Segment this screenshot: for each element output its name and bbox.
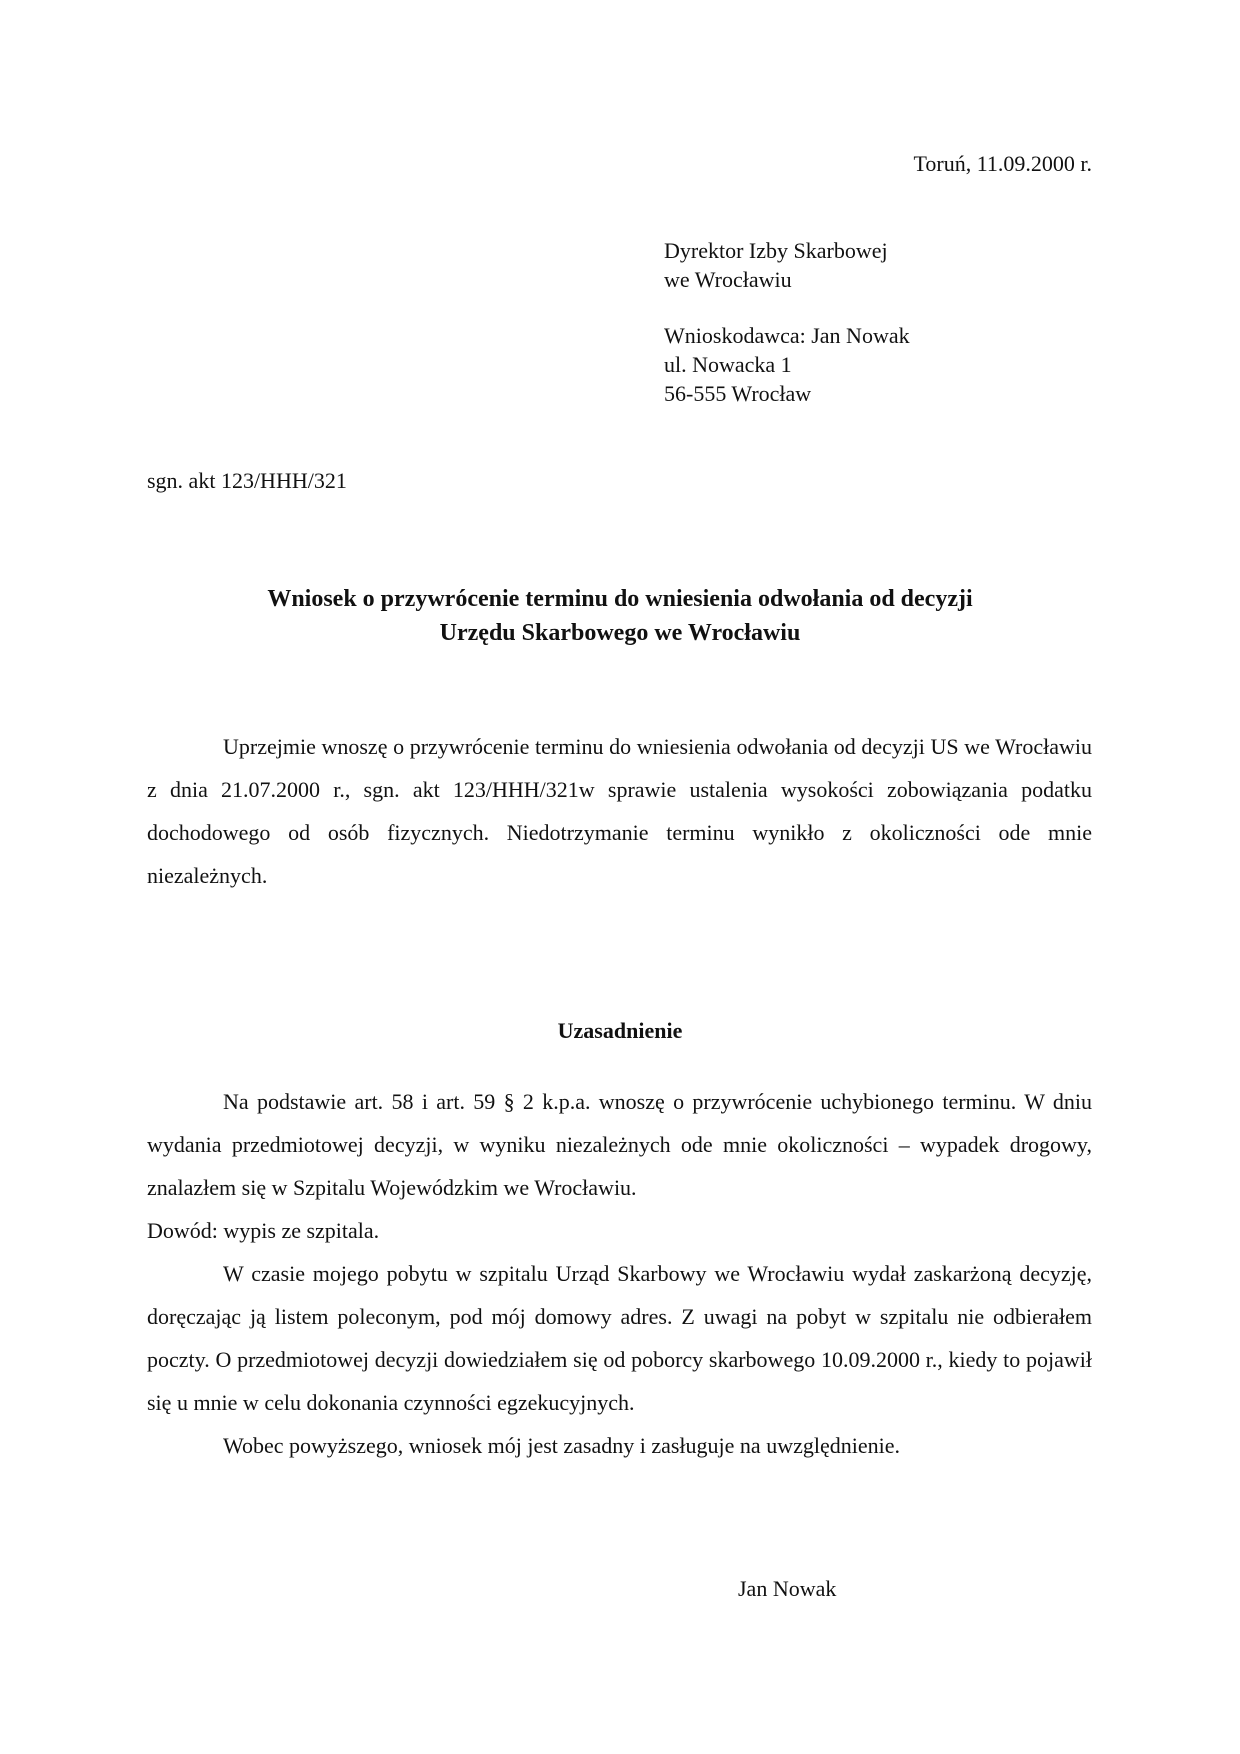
justification-paragraph: Na podstawie art. 58 i art. 59 § 2 k.p.a. wnoszę o przywrócenie uchybionego terminu. W dniu wydania przedmiotowej decyzji, w wyniku niezależnych ode mnie okoliczności – wypadek drogowy, znalazłem się w Szpitalu Wojewódzkim we Wrocławiu. — [147, 1089, 1092, 1200]
justification-heading: Uzasadnienie — [557, 1018, 683, 1043]
request-section — [147, 725, 1092, 897]
addressee-block — [664, 236, 888, 294]
document-title-line: Urzędu Skarbowego we Wrocławiu — [439, 620, 801, 646]
applicant-line: Wnioskodawca: Jan Nowak — [664, 323, 910, 348]
addressee-line: Dyrektor Izby Skarbowej — [664, 238, 888, 263]
justification-section — [147, 1080, 1092, 1467]
applicant-block — [664, 321, 910, 408]
addressee-line: we Wrocławiu — [664, 267, 792, 292]
evidence-line: Dowód: wypis ze szpitala. — [147, 1218, 380, 1243]
conclusion-paragraph: Wobec powyższego, wniosek mój jest zasadny i zasługuje na uwzględnienie. — [223, 1433, 900, 1458]
document-title-line: Wniosek o przywrócenie terminu do wniesienia odwołania od decyzji — [267, 586, 973, 612]
place-date: Toruń, 11.09.2000 r. — [913, 151, 1092, 176]
applicant-line: 56-555 Wrocław — [664, 381, 812, 406]
case-reference: sgn. akt 123/HHH/321 — [147, 468, 347, 493]
justification-paragraph: W czasie mojego pobytu w szpitalu Urząd Skarbowy we Wrocławiu wydał zaskarżoną decyzję, doręczając ją listem poleconym, pod mój domowy adres. Z uwagi na pobyt w szpitalu nie odbierałem poczty. O przedmiotowej decyzji dowiedziałem się od poborcy skarbowego 10.09.2000 r., kiedy to pojawił się u mnie w celu dokonania czynności egzekucyjnych. — [147, 1261, 1092, 1415]
request-paragraph: Uprzejmie wnoszę o przywrócenie terminu do wniesienia odwołania od decyzji US we Wrocławiu z dnia 21.07.2000 r., sgn. akt 123/HHH/321w sprawie ustalenia wysokości zobowiązania podatku dochodowego od osób fizycznych. Niedotrzymanie terminu wynikło z okoliczności ode mnie niezależnych. — [147, 734, 1092, 888]
applicant-line: ul. Nowacka 1 — [664, 352, 792, 377]
document-title — [147, 582, 1093, 650]
signature-name: Jan Nowak — [738, 1576, 837, 1601]
